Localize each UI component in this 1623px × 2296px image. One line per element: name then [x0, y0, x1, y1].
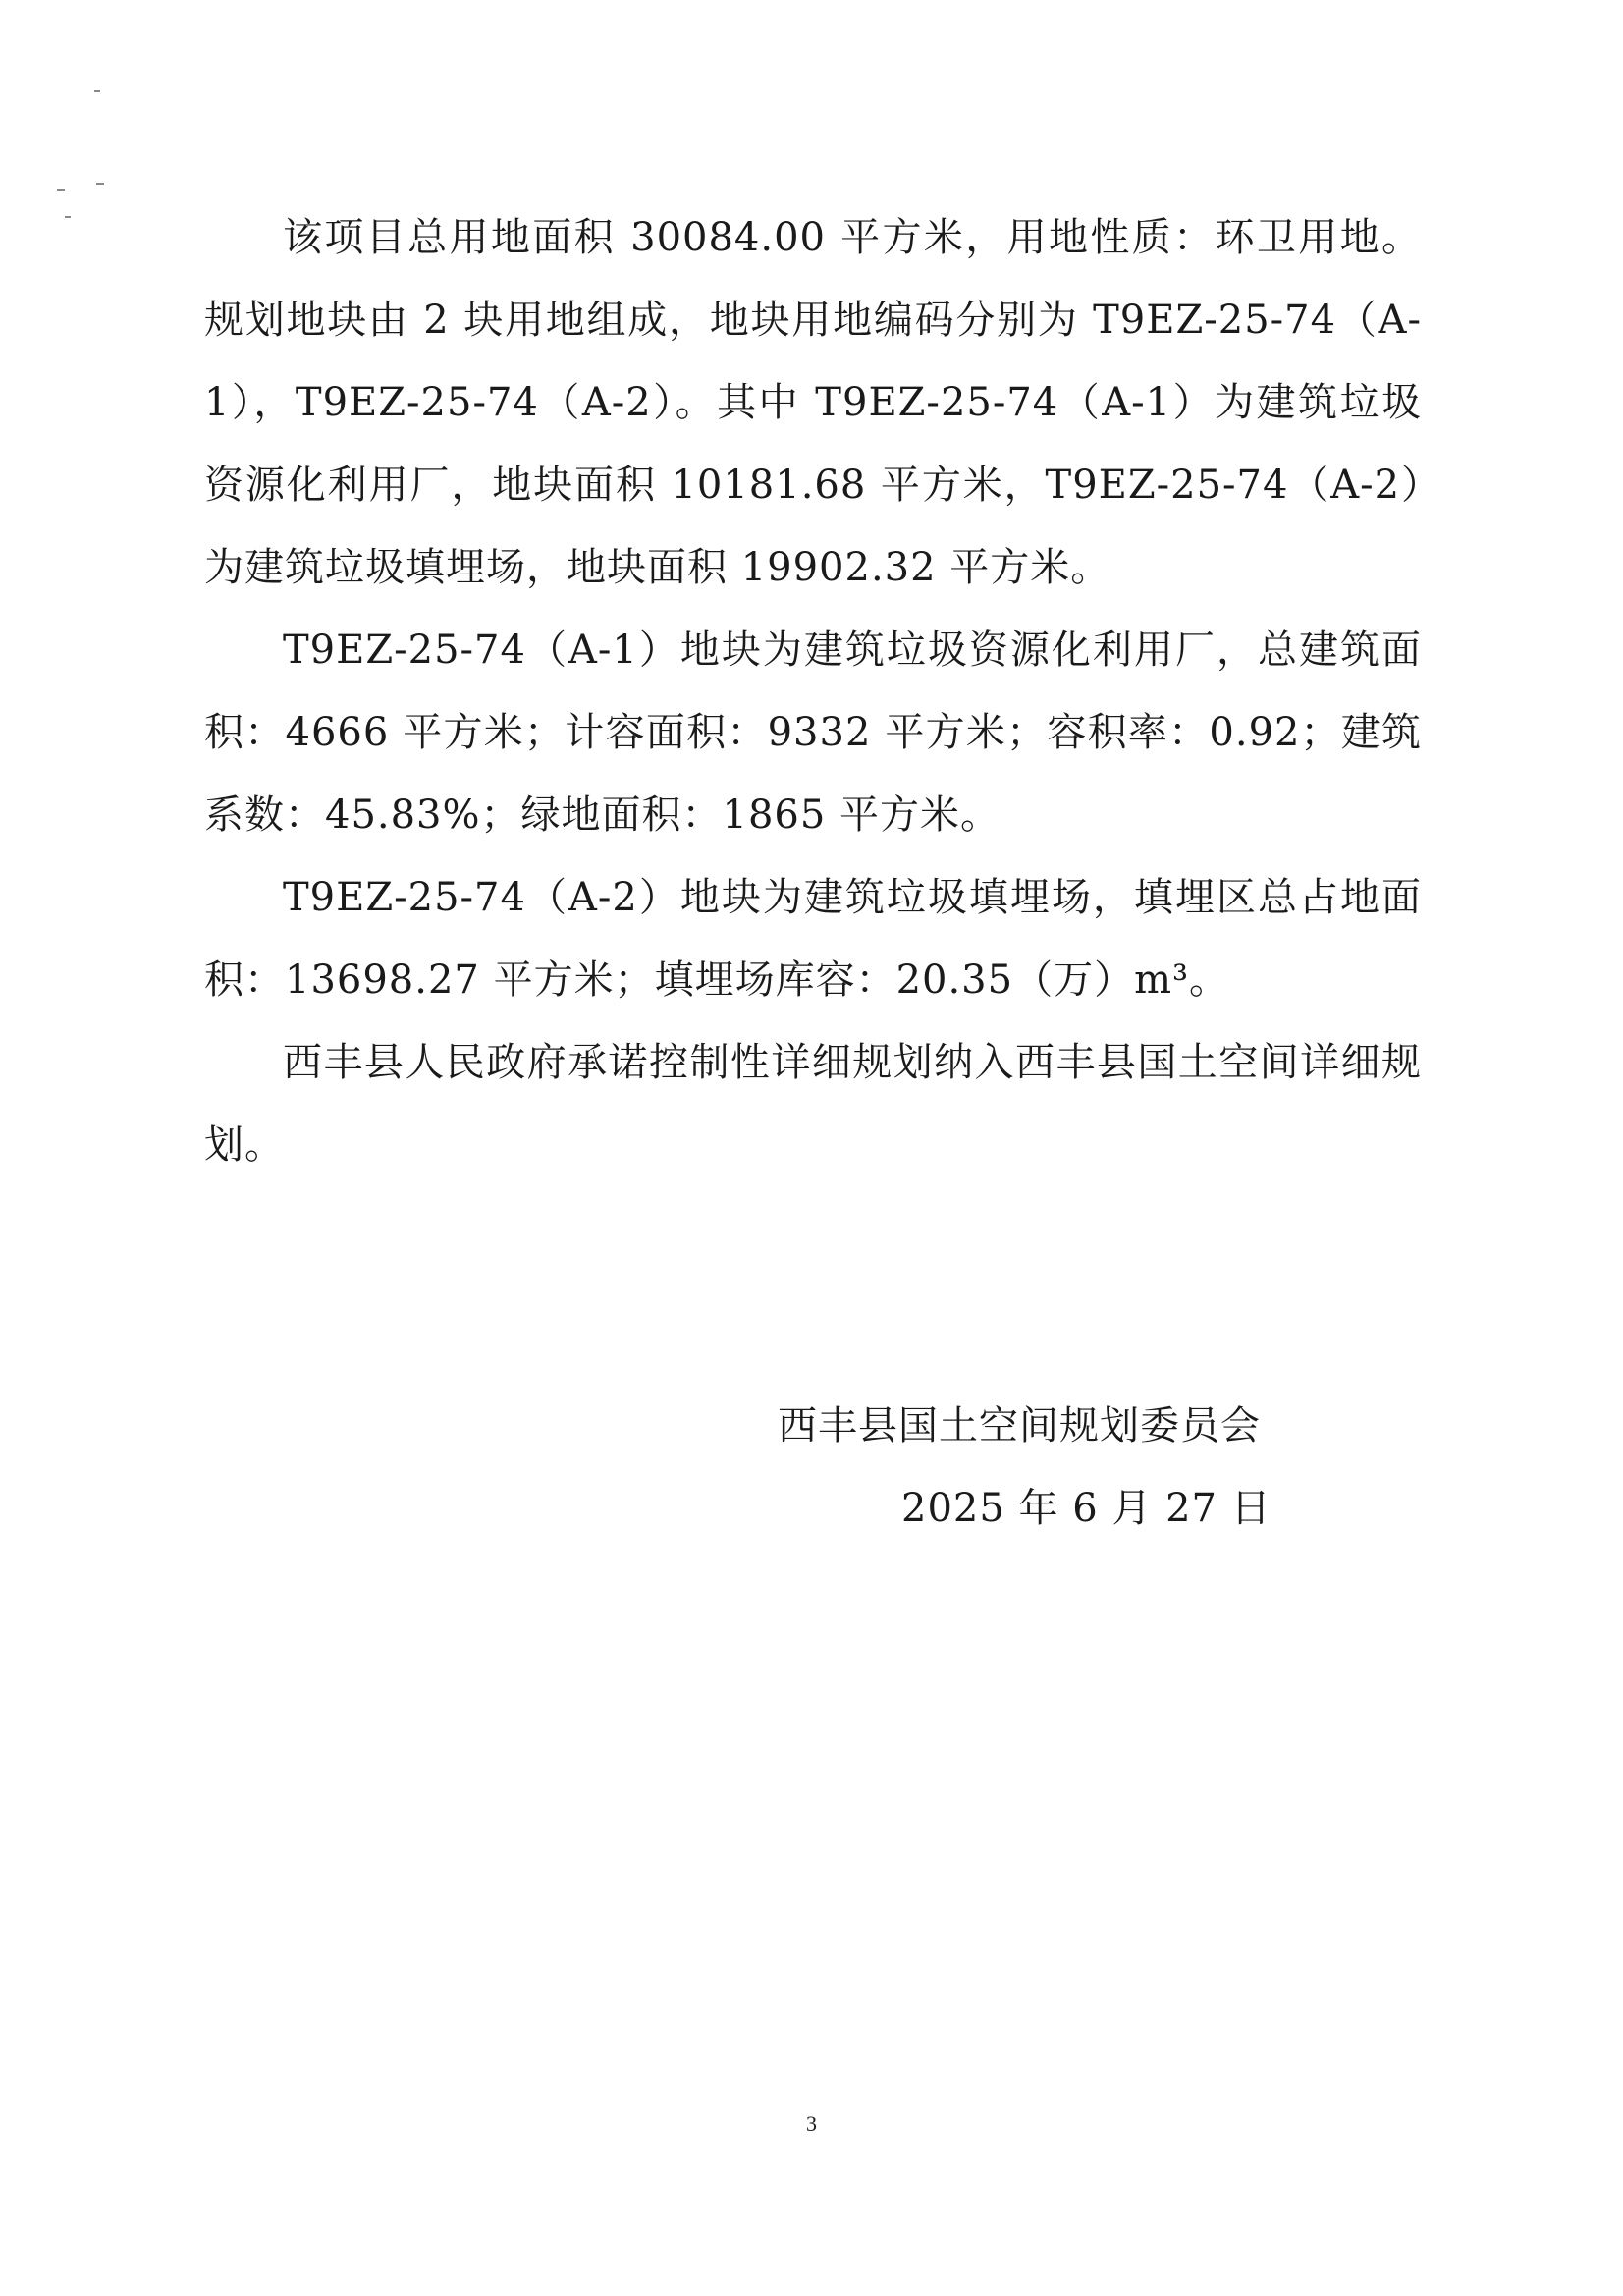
paragraph-commitment: 西丰县人民政府承诺控制性详细规划纳入西丰县国土空间详细规划。: [204, 1040, 1422, 1168]
paragraph-land-overview: 该项目总用地面积 30084.00 平方米，用地性质：环卫用地。规划地块由 2 块用地组成，地块用地编码分别为 T9EZ-25-74（A-1），T9EZ-25-74（A-2）。其中 T9EZ-25-74（A-1）为建筑垃圾资源化利用厂，地块面积 10181.68 平方米，T9EZ-25-74（A-2）为建筑垃圾填埋场，地块面积 19902.32 平方米。: [204, 215, 1422, 590]
page-number: 3: [806, 2111, 817, 2136]
paragraph-a2-details: T9EZ-25-74（A-2）地块为建筑垃圾填埋场，填埋区总占地面积：13698.27 平方米；填埋场库容：20.35（万）m³。: [204, 875, 1422, 1003]
signature-date: 2025 年 6 月 27 日: [901, 1486, 1271, 1531]
scan-mark: [94, 90, 100, 92]
scan-mark: [57, 189, 65, 191]
scan-mark: [65, 216, 71, 218]
signature-block: [778, 1385, 1327, 1550]
scan-mark: [96, 183, 104, 185]
paragraph-a1-details: T9EZ-25-74（A-1）地块为建筑垃圾资源化利用厂，总建筑面积：4666 平方米；计容面积：9332 平方米；容积率：0.92；建筑系数：45.83%；绿地面积：1865 平方米。: [204, 628, 1422, 838]
signature-organization: 西丰县国土空间规划委员会: [778, 1403, 1261, 1449]
document-body: [204, 196, 1422, 1186]
